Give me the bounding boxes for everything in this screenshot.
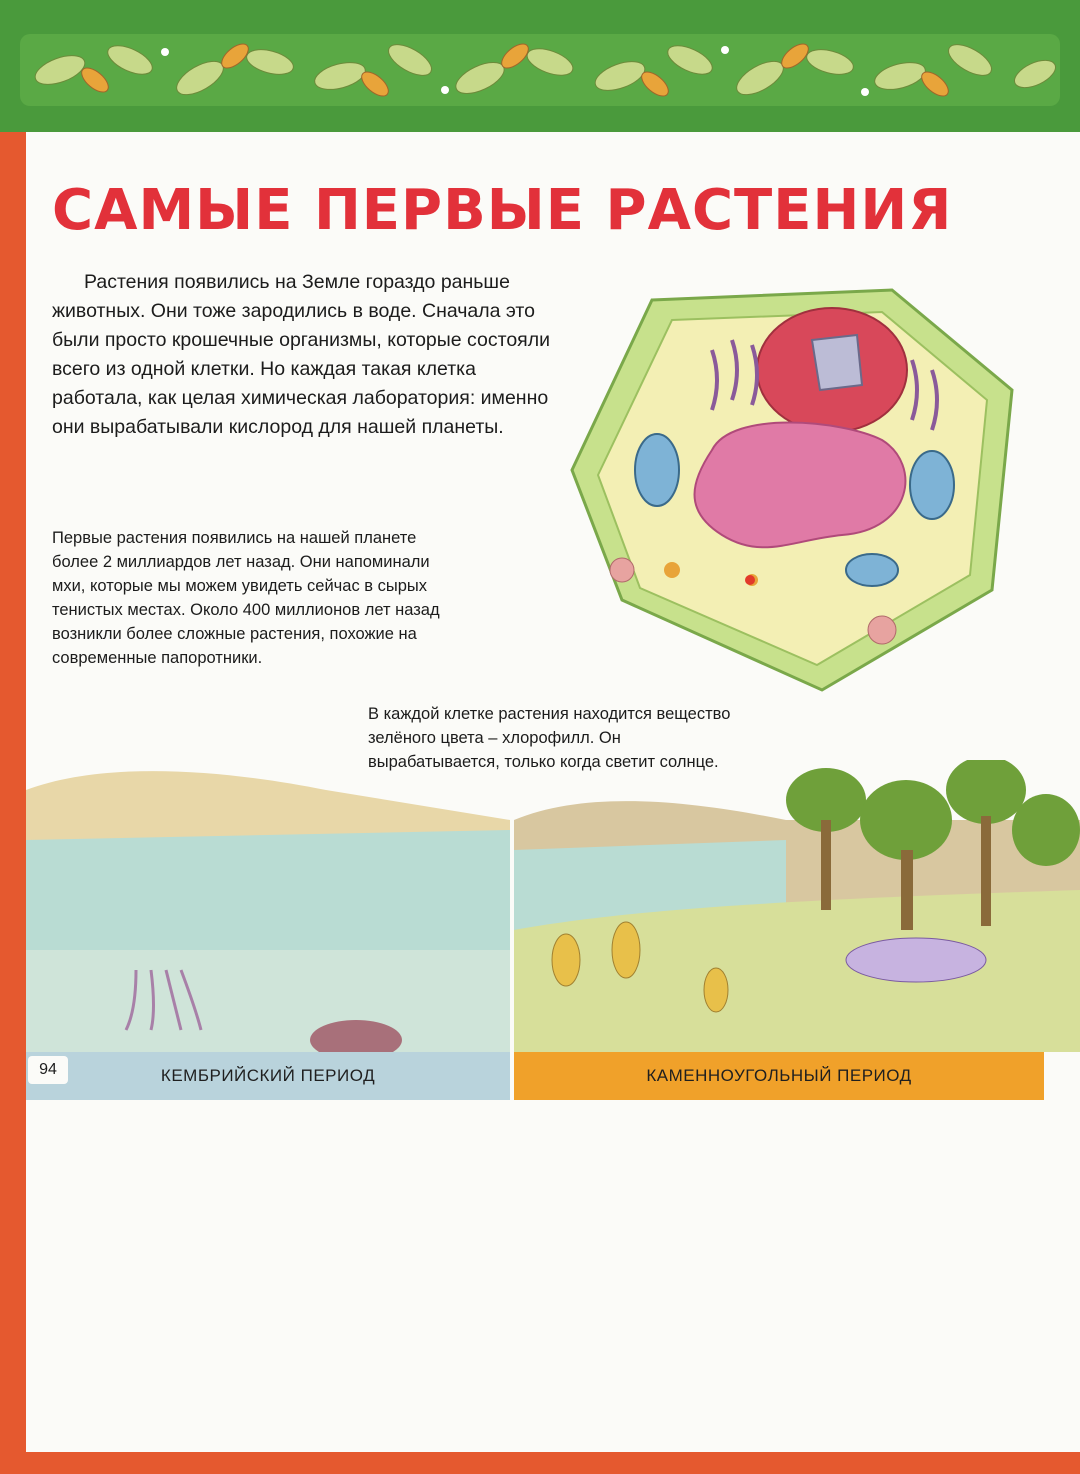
- intro-paragraph: Растения появились на Земле гораздо раньше животных. Они тоже зародились в воде. Сначала это были просто крошечные организмы, которые состояли всего из одной клетки. Но каждая такая клетка работала, как целая химическая лаборатория: именно они вырабатывали кислород для нашей планеты.: [52, 271, 550, 438]
- leaf-border-band: [0, 0, 1080, 132]
- chlorophyll-note: В каждой клетке растения находится вещество зелёного цвета – хлорофилл. Он вырабатывается, только когда светит солнце.: [368, 705, 731, 771]
- leaf-border-ornament: [0, 0, 1080, 132]
- plant-cell-illustration: [562, 270, 1042, 710]
- cambrian-sea-scene: [26, 771, 510, 1052]
- carboniferous-forest-scene: [514, 760, 1080, 1052]
- scene-divider: [510, 812, 514, 1152]
- page-title: САМЫЕ ПЕРВЫЕ РАСТЕНИЯ: [52, 178, 953, 243]
- page-number: 94: [28, 1056, 68, 1084]
- first-plants-note: Первые растения появились на нашей планете более 2 миллиардов лет назад. Они напоминали мхи, которые мы можем увидеть сейчас в сырых тенистых местах. Около 400 миллионов лет назад возникли более сложные растения, похожие на современные папоротники.: [52, 529, 440, 667]
- cambrian-period-label: КЕМБРИЙСКИЙ ПЕРИОД: [26, 1052, 510, 1100]
- prehistoric-scene: [26, 760, 1080, 1052]
- carboniferous-period-label: КАМЕННОУГОЛЬНЫЙ ПЕРИОД: [514, 1052, 1044, 1100]
